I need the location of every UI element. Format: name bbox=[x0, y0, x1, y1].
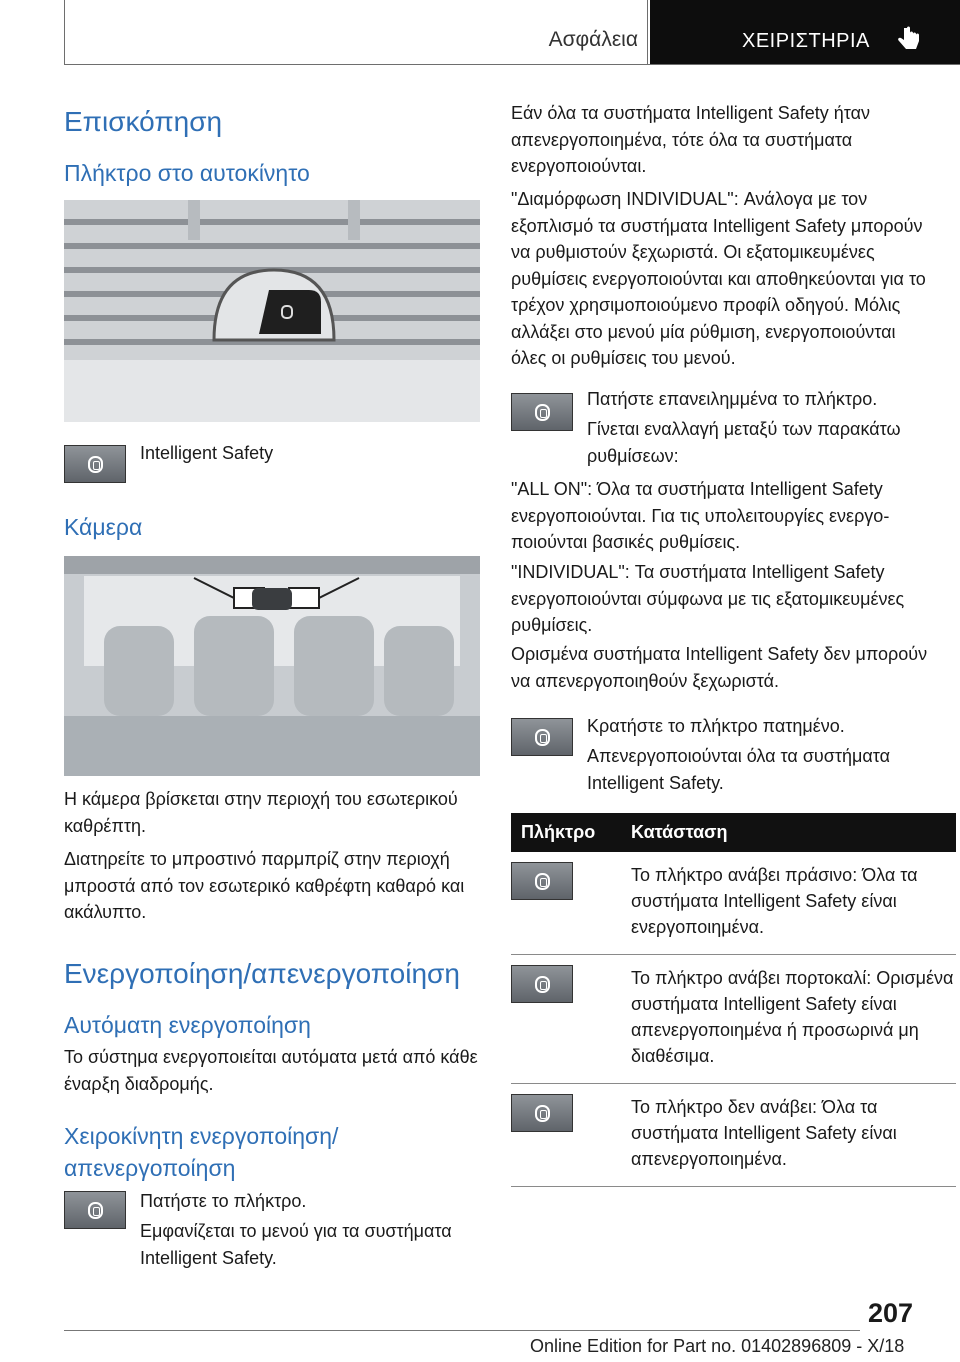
manual-menu-text-span: Εμφανίζεται το μενού για τα συστήματα Intelligent Safety. bbox=[140, 1221, 452, 1268]
camera-keep-clear-text: Διατηρείτε το μπροστινό παρμπρίζ στην περιοχή μπροστά από τον εσωτερικό καθρέφτη καθαρό και ακάλυπτο. bbox=[64, 849, 465, 922]
camera-location-text: Η κάμερα βρίσκεται στην περιοχή του εσωτερικού καθρέπτη. bbox=[64, 789, 458, 836]
manual-menu-text bbox=[140, 1218, 480, 1271]
subtitle-camera: Κάμερα bbox=[64, 514, 143, 540]
intelligent-safety-icon bbox=[535, 729, 550, 746]
footer-rule bbox=[64, 1330, 860, 1331]
press-repeat-text: Πατήστε επανειλημμένα το πλήκτρο. bbox=[587, 389, 878, 409]
table-header-button: Πλήκτρο bbox=[511, 813, 621, 852]
intelligent-safety-icon bbox=[535, 404, 550, 421]
table-cell-status: Το πλήκτρο ανάβει πράσινο: Όλα τα συστήματα Intelligent Safety είναι ενεργοποιημένα. bbox=[621, 852, 956, 955]
table-row bbox=[511, 955, 956, 1084]
intelligent-safety-icon bbox=[88, 1202, 103, 1219]
intelligent-safety-button-hold[interactable] bbox=[511, 718, 573, 756]
intelligent-safety-button[interactable] bbox=[64, 445, 126, 483]
individual-text: "INDIVIDUAL": Τα συστήματα Intelligent Safety ενεργοποιούνται σύμφωνα με τις εξατομικευμένες ρυθμίσεις. bbox=[511, 562, 905, 635]
intelligent-safety-icon bbox=[535, 873, 550, 890]
all-deactivated-text: Εάν όλα τα συστήματα Intelligent Safety ήταν απενεργοποιημένα, τότε όλα τα συστήματα ενεργοποιούνται. bbox=[511, 103, 871, 176]
hold-result-text: Απενεργοποιούνται όλα τα συστήματα Intelligent Safety. bbox=[587, 746, 891, 793]
header-rule bbox=[64, 64, 960, 65]
section-title-activation: Ενεργοποίηση/απενεργοποίηση bbox=[64, 958, 460, 989]
button-status-table bbox=[511, 813, 956, 1187]
button-green-state bbox=[511, 862, 573, 900]
section-title-overview: Επισκόπηση bbox=[64, 106, 223, 137]
table-cell-status: Το πλήκτρο ανάβει πορτοκαλί: Ορισμένα συστήματα Intelligent Safety είναι απενεργοποιημένα ή προσωρινά μη διαθέσιμα. bbox=[621, 955, 956, 1084]
intelligent-safety-button-repeat[interactable] bbox=[511, 393, 573, 431]
individual-config-text: "Διαμόρφωση INDIVIDUAL": Ανάλογα με τον εξοπλισμό τα συστήματα Intelligent Safety μπορούν να ρυθμιστούν ξεχωριστά. Οι εξατομικευμένες ρυθμίσεις ενεργοποιούνται και αποθηκεύονται για το τρέχον χρησιμοποιούμενο προφίλ οδηγού. Μόλις αλλάξει στο μενού μία ρύθμιση, ενεργοποιούνται όλες οι ρυθμίσεις του μενού. bbox=[511, 189, 926, 368]
intelligent-safety-icon bbox=[535, 1105, 550, 1122]
page-number: 207 bbox=[868, 1298, 914, 1328]
intelligent-safety-icon bbox=[88, 456, 103, 473]
button-off-state bbox=[511, 1094, 573, 1132]
some-systems-text: Ορισμένα συστήματα Intelligent Safety δεν μπορούν να απενεργοποιηθούν ξεχωριστά. bbox=[511, 644, 928, 691]
subtitle-car-button: Πλήκτρο στο αυτοκίνητο bbox=[64, 160, 310, 186]
subtitle-auto-activation: Αυτόματη ενεργοποίηση bbox=[64, 1012, 311, 1038]
table-cell-icon bbox=[511, 852, 621, 955]
button-orange-state bbox=[511, 965, 573, 1003]
table-cell-icon bbox=[511, 1084, 621, 1187]
switch-settings-text: Γίνεται εναλλαγή μεταξύ των παρακάτω ρυθμίσεων: bbox=[587, 419, 901, 466]
all-on-text: "ALL ON": Όλα τα συστήματα Intelligent Safety ενεργοποιούνται. Για τις υπολειτουργίες ενεργοποιούνται βασικές ρυθμίσεις. bbox=[511, 479, 890, 552]
table-cell-status: Το πλήκτρο δεν ανάβει: Όλα τα συστήματα Intelligent Safety είναι απενεργοποιημένα. bbox=[621, 1084, 956, 1187]
footer-edition: Online Edition for Part no. 01402896809 - X/18 bbox=[530, 1336, 905, 1356]
subtitle-manual-activation: Χειροκίνητη ενεργοποίηση/ απενεργοποίηση bbox=[64, 1123, 339, 1181]
car-button-photo bbox=[64, 200, 480, 422]
intelligent-safety-icon bbox=[535, 976, 550, 993]
chapter-label: ΧΕΙΡΙΣΤΗΡΙΑ bbox=[742, 30, 870, 52]
table-header-row bbox=[511, 813, 956, 852]
table-row bbox=[511, 1084, 956, 1187]
intelligent-safety-button-manual[interactable] bbox=[64, 1191, 126, 1229]
table-header-status: Κατάσταση bbox=[621, 813, 956, 852]
manual-press-text: Πατήστε το πλήκτρο. bbox=[140, 1191, 307, 1211]
hand-pointer-icon bbox=[896, 26, 922, 52]
header-chapter bbox=[650, 0, 960, 64]
button-caption: Intelligent Safety bbox=[140, 443, 274, 463]
camera-photo bbox=[64, 556, 480, 776]
table-cell-icon bbox=[511, 955, 621, 1084]
header-section: Ασφάλεια bbox=[548, 28, 638, 51]
table-row bbox=[511, 852, 956, 955]
auto-activation-text: Το σύστημα ενεργοποιείται αυτόματα μετά από κάθε έναρξη διαδρομής. bbox=[64, 1047, 478, 1094]
hold-text: Κρατήστε το πλήκτρο πατημένο. bbox=[587, 716, 845, 736]
